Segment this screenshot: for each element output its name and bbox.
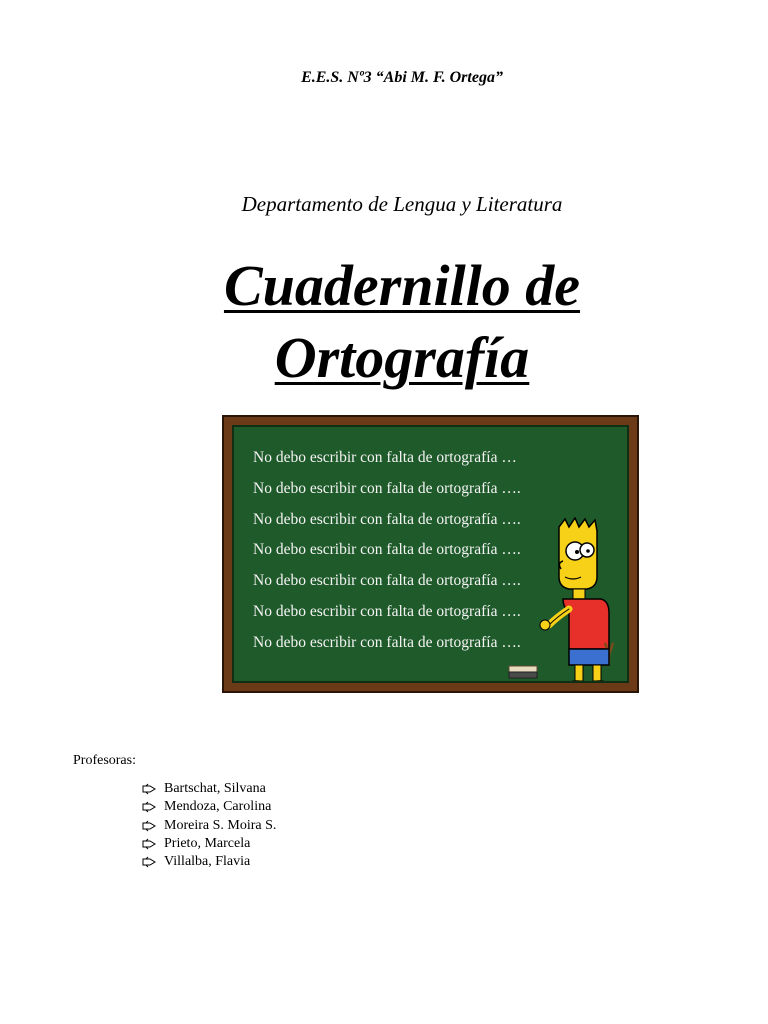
chalkboard-lines <box>253 443 521 659</box>
teacher-name: Villalba, Flavia <box>164 854 251 870</box>
chalk-line: No debo escribir con falta de ortografía …. <box>253 602 521 620</box>
teachers-label: Profesoras: <box>73 753 136 768</box>
pointing-hand-icon <box>142 801 157 813</box>
chalkboard-surface <box>232 425 629 683</box>
title-line-1: Cuadernillo de <box>223 253 581 318</box>
cartoon-boy-icon <box>529 517 623 683</box>
pointing-hand-icon <box>142 783 157 795</box>
chalk-line: No debo escribir con falta de ortografía …. <box>253 633 521 651</box>
list-item <box>142 853 276 871</box>
teacher-name: Mendoza, Carolina <box>164 799 272 815</box>
pointing-hand-icon <box>142 820 157 832</box>
title-line-2: Ortografía <box>274 325 530 390</box>
chalk-line: No debo escribir con falta de ortografía …. <box>253 479 521 497</box>
list-item <box>142 835 276 853</box>
list-item <box>142 817 276 835</box>
chalk-line: No debo escribir con falta de ortografía …. <box>253 541 521 559</box>
page-title <box>0 250 768 394</box>
school-name: E.E.S. Nº3 “Abi M. F. Ortega” <box>301 69 503 86</box>
teacher-name: Prieto, Marcela <box>164 835 251 851</box>
pointing-hand-icon <box>142 838 157 850</box>
chalkboard <box>222 415 639 693</box>
teachers-list <box>142 780 276 871</box>
chalk-line: No debo escribir con falta de ortografía …. <box>253 510 521 528</box>
teacher-name: Bartschat, Silvana <box>164 781 266 796</box>
teacher-name: Moreira S. Moira S. <box>164 817 277 833</box>
department-name: Departamento de Lengua y Literatura <box>241 192 563 216</box>
list-item <box>142 780 276 798</box>
chalk-line: No debo escribir con falta de ortografía …. <box>253 572 521 590</box>
pointing-hand-icon <box>142 856 157 868</box>
list-item <box>142 798 276 816</box>
chalk-line: No debo escribir con falta de ortografía … <box>253 449 517 466</box>
